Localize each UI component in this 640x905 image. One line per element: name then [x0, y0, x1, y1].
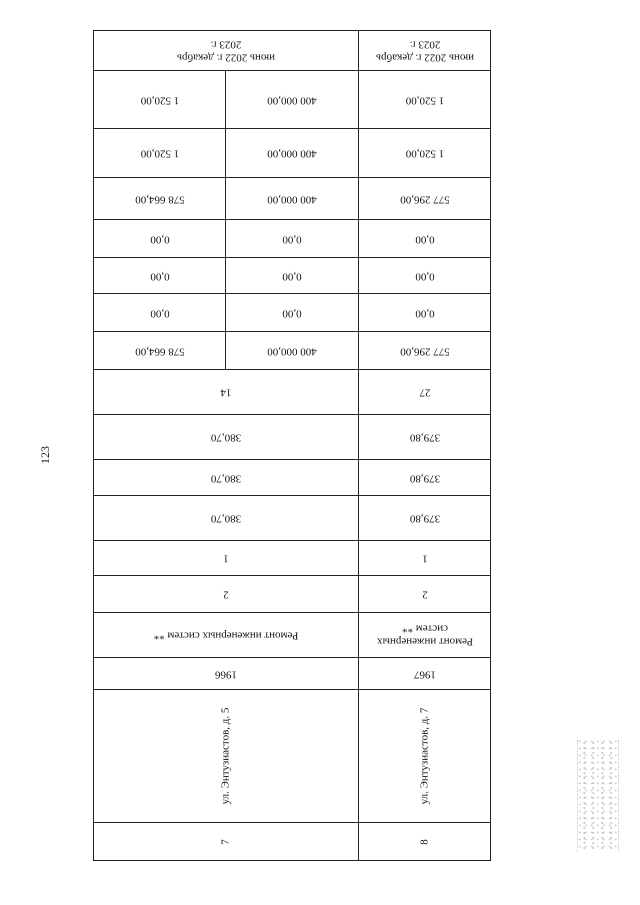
value-cell: 1 520,00: [140, 147, 179, 160]
table-row: [94, 576, 491, 613]
table-row: [94, 823, 491, 861]
value-cell: 400 000,00: [267, 147, 317, 160]
value-cell: 400 000,00: [267, 192, 317, 205]
table-row: [94, 129, 491, 178]
value-cell: 1 520,00: [405, 147, 444, 160]
period-cell: июнь 2022 г. декабрь 2023 г.: [177, 38, 275, 64]
page-number: 123: [37, 446, 52, 464]
value-cell: 578 664,00: [134, 192, 185, 205]
value-cell: 0,00: [414, 269, 435, 282]
table-row: [94, 415, 491, 460]
value-cell: 0,00: [149, 232, 170, 245]
area-cell: 380,70: [210, 431, 242, 444]
value-cell: 0,00: [149, 306, 170, 319]
table-row: [94, 332, 491, 370]
table-row: [94, 71, 491, 129]
value-cell: 0,00: [149, 269, 170, 282]
value-cell: 0,00: [414, 232, 435, 245]
value-cell: 0,00: [414, 306, 435, 319]
row-number-cell: 7: [219, 838, 232, 845]
address-cell: ул. Энтузиастов, д. 7: [418, 707, 431, 805]
value-cell: 578 664,00: [134, 344, 185, 357]
table-row: [94, 294, 491, 332]
table-row: [94, 370, 491, 415]
value-cell: 577 296,00: [399, 192, 450, 205]
work-type-cell: Ремонт инженерных систем **: [376, 623, 473, 648]
count-cell: 27: [419, 386, 430, 399]
table-row: [94, 460, 491, 496]
address-cell: ул. Энтузиастов, д. 5: [219, 707, 232, 805]
value-cell: 400 000,00: [267, 93, 317, 106]
area-cell: 379,80: [409, 512, 440, 525]
table-row: [94, 31, 491, 71]
value-cell: 577 296,00: [399, 344, 450, 357]
period-cell: июнь 2022 г. декабрь 2023 г.: [375, 38, 474, 64]
value-cell: 0,00: [282, 306, 302, 319]
table-row: [94, 690, 491, 823]
register-table: [93, 30, 491, 861]
work-type-cell: Ремонт инженерных систем **: [153, 629, 299, 642]
table-row: [94, 658, 491, 690]
floors-cell: 2: [223, 588, 229, 601]
year-cell: 1966: [215, 667, 237, 680]
table-row: [94, 613, 491, 658]
value-cell: 1 520,00: [405, 93, 444, 106]
table-row: [94, 258, 491, 294]
value-cell: 1 520,00: [140, 93, 179, 106]
stage-cell: 1: [421, 552, 428, 565]
area-cell: 379,80: [409, 431, 440, 444]
row-number-cell: 8: [418, 838, 431, 845]
table-row: [94, 178, 491, 220]
area-cell: 379,80: [409, 471, 440, 484]
table-row: [94, 220, 491, 258]
value-cell: 400 000,00: [267, 344, 317, 357]
value-cell: 0,00: [282, 269, 302, 282]
stage-cell: 1: [223, 552, 229, 565]
year-cell: 1967: [413, 667, 436, 680]
table-row: [94, 496, 491, 541]
table-row: [94, 541, 491, 576]
value-cell: 0,00: [282, 232, 302, 245]
area-cell: 380,70: [210, 512, 242, 525]
scan-stamp-mark: [577, 740, 619, 852]
count-cell: 14: [220, 386, 232, 399]
floors-cell: 2: [421, 588, 428, 601]
area-cell: 380,70: [210, 471, 242, 484]
